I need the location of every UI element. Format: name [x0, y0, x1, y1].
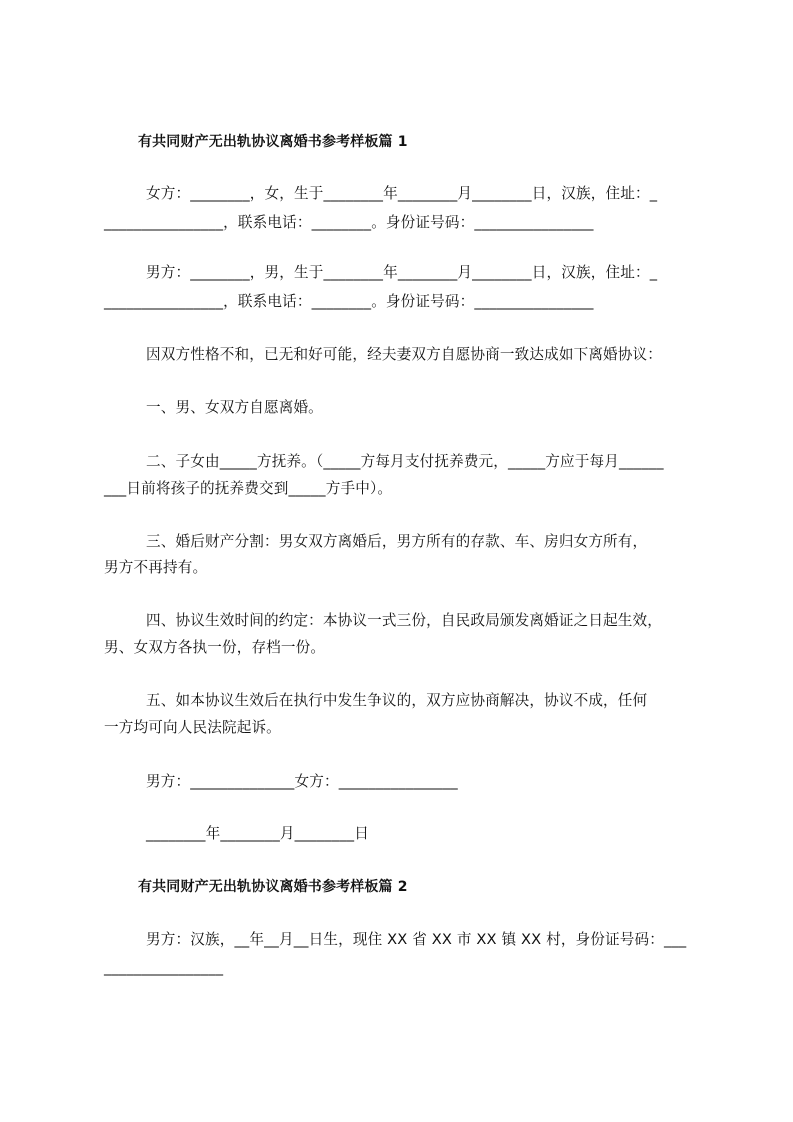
clause-2-line1: 二、子女由_____方抚养。（_____方每月支付抚养费元，_____方应于每月______	[146, 453, 664, 470]
clause-1: 一、男、女双方自愿离婚。	[146, 399, 323, 416]
clause-2-line2: ___日前将孩子的抚养费交到_____方手中）。	[104, 480, 393, 497]
section2-male-line1: 男方：汉族，__年__月__日生，现住 XX 省 XX 市 XX 镇 XX 村，身份证号码：___	[146, 931, 687, 948]
clause-4-line2: 男、女双方各执一份，存档一份。	[104, 639, 326, 656]
clause-3-line2: 男方不再持有。	[104, 559, 208, 576]
section2-male-line2: ________________	[104, 959, 224, 976]
male-info-line1: 男方：________，男，生于________年________月________日，汉族，住址：_	[146, 264, 658, 281]
female-info-line2: ________________，联系电话：________。身份证号码：________________	[104, 214, 594, 231]
clause-3-line1: 三、婚后财产分割：男女双方离婚后，男方所有的存款、车、房归女方所有，	[146, 533, 648, 550]
section2-title: 有共同财产无出轨协议离婚书参考样板篇 2	[138, 879, 408, 895]
section1-title: 有共同财产无出轨协议离婚书参考样板篇 1	[138, 134, 408, 150]
clause-5-line2: 一方均可向人民法院起诉。	[104, 719, 281, 736]
clause-5-line1: 五、如本协议生效后在执行中发生争议的，双方应协商解决，协议不成，任何	[146, 692, 648, 709]
clause-4-line1: 四、协议生效时间的约定：本协议一式三份，自民政局颁发离婚证之日起生效，	[146, 612, 663, 629]
female-info-line1: 女方：________，女，生于________年________月________日，汉族，住址：_	[146, 185, 658, 202]
date-line: ________年________月________日	[146, 825, 369, 842]
intro-paragraph: 因双方性格不和，已无和好可能，经夫妻双方自愿协商一致达成如下离婚协议：	[146, 346, 663, 363]
male-info-line2: ________________，联系电话：________。身份证号码：________________	[104, 293, 594, 310]
signature-line: 男方：______________女方：________________	[146, 773, 458, 790]
